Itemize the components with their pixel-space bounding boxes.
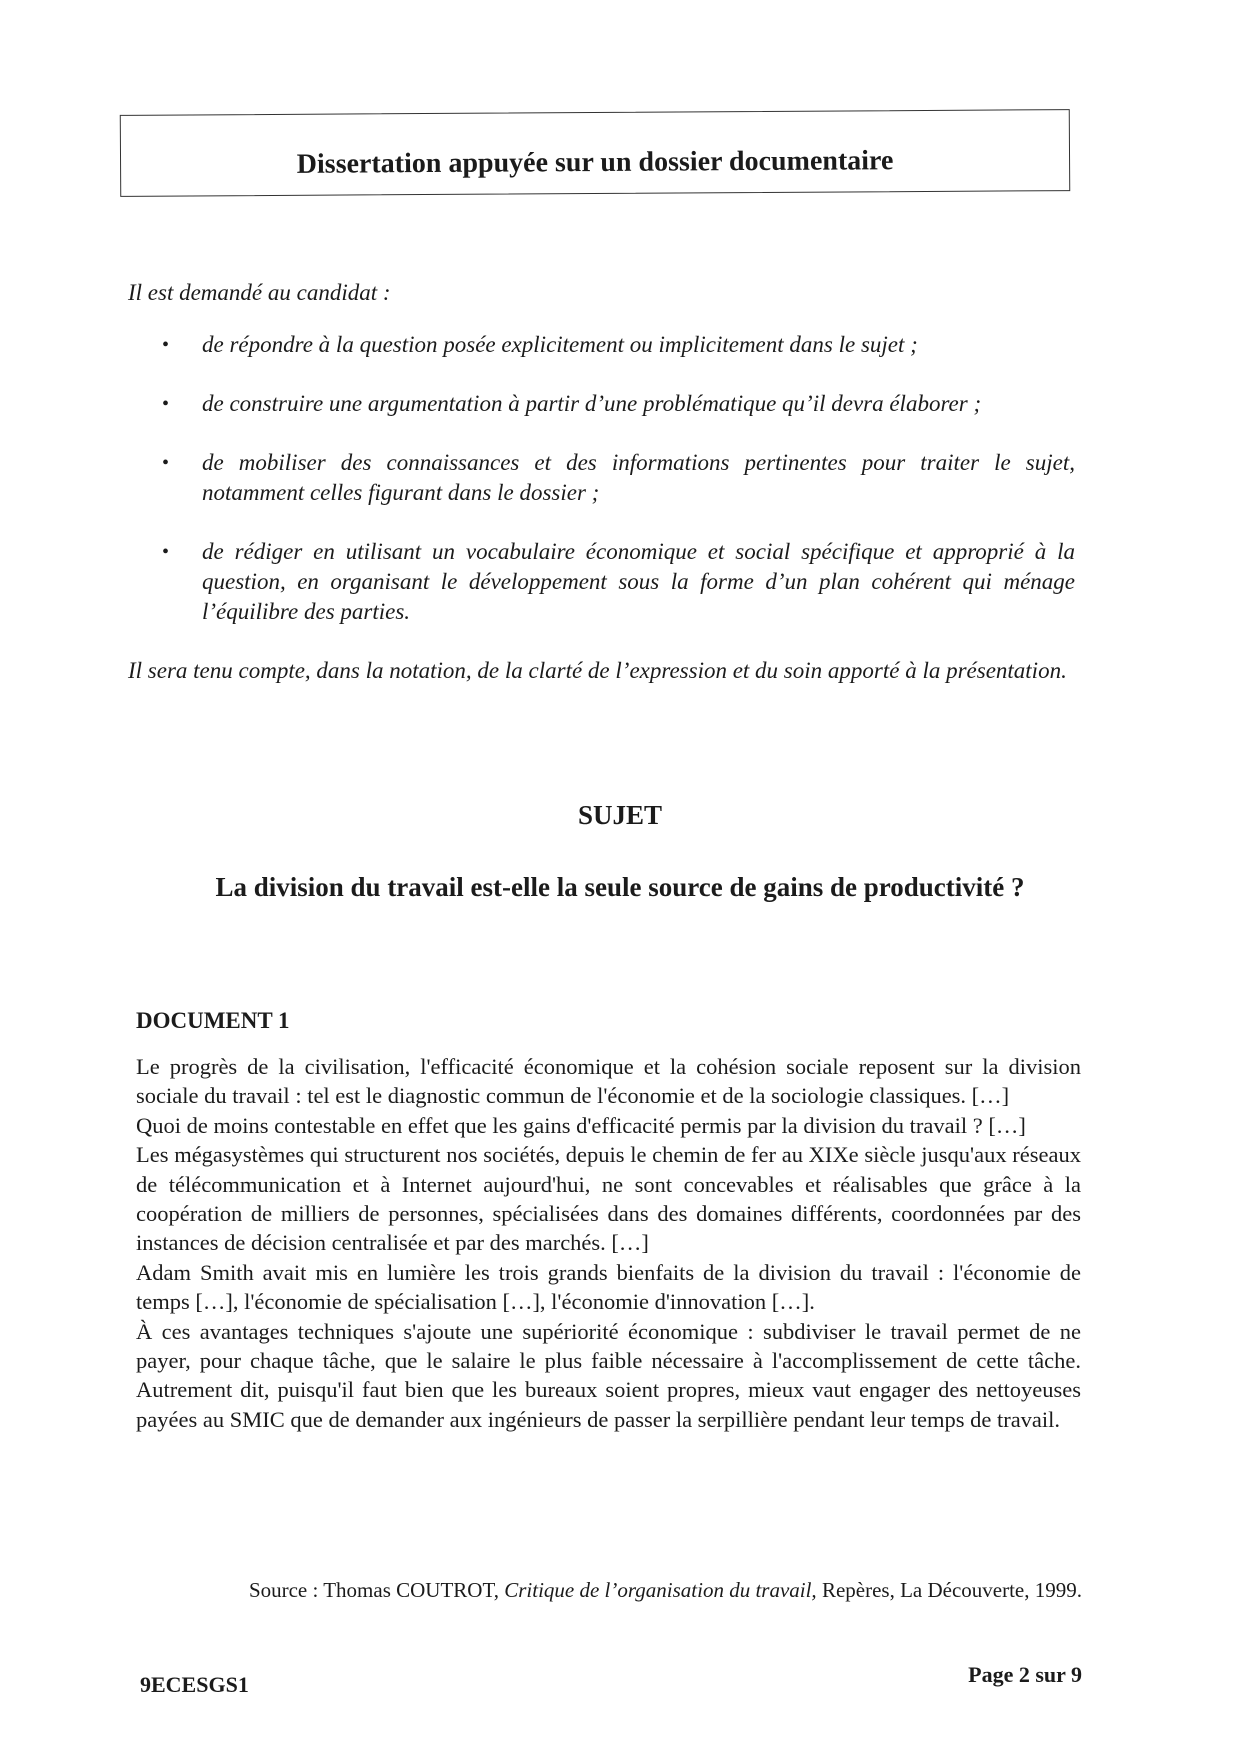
page-title: Dissertation appuyée sur un dossier documentaire: [296, 145, 894, 180]
bullet-icon: •: [162, 334, 170, 356]
title-box: [120, 109, 1070, 197]
bullet-icon: •: [162, 452, 170, 474]
list-item: [160, 537, 1075, 627]
list-item-text: de mobiliser des connaissances et des informations pertinentes pour traiter le sujet, notamment celles figurant dans le dossier ;: [202, 450, 1075, 505]
bullet-icon: •: [162, 393, 170, 415]
list-item-text: de répondre à la question posée explicitement ou implicitement dans le sujet ;: [202, 332, 918, 357]
instructions-lead: Il est demandé au candidat :: [128, 280, 391, 305]
instructions-closing: Il sera tenu compte, dans la notation, de la clarté de l’expression et du soin apporté à la présentation.: [128, 658, 1067, 683]
document-label: DOCUMENT 1: [136, 1008, 290, 1033]
source-suffix: Repères, La Découverte, 1999.: [816, 1578, 1082, 1602]
document-paragraph: Adam Smith avait mis en lumière les trois grands bienfaits de la division du travail : l'économie de temps […], l'économie de spécialisation […], l'économie d'innovation […].: [136, 1259, 1081, 1315]
document-paragraph: À ces avantages techniques s'ajoute une supériorité économique : subdiviser le travail permet de ne payer, pour chaque tâche, que le salaire le plus faible nécessaire à l'accomplissement de cette tâche. Autrement dit, puisqu'il faut bien que les bureaux soient propres, mieux vaut engager des nettoyeuses payées au SMIC que de demander aux ingénieurs de passer la serpillière pendant leur temps de travail.: [136, 1318, 1081, 1432]
document-body: [136, 1052, 1081, 1434]
sujet-question: La division du travail est-elle la seule source de gains de productivité ?: [215, 872, 1025, 902]
document-source: [249, 1578, 1082, 1603]
list-item-text: de rédiger en utilisant un vocabulaire économique et social spécifique et approprié à la question, en organisant le développement sous la forme d’un plan cohérent qui ménage l’équilibre des parties.: [202, 539, 1075, 624]
list-item: [160, 389, 1075, 419]
source-prefix: Source : Thomas COUTROT,: [248, 1578, 505, 1602]
page-number: Page 2 sur 9: [968, 1662, 1082, 1687]
sujet-heading: SUJET: [577, 800, 663, 830]
list-item: [160, 448, 1075, 508]
document-paragraph: Les mégasystèmes qui structurent nos sociétés, depuis le chemin de fer au XIXe siècle jusqu'aux réseaux de télécommunication et à Internet aujourd'hui, ne sont concevables et réalisables que grâce à la coopération de milliers de personnes, spécialisées dans des domaines différents, coordonnées par des instances de décision centralisée et par des marchés. […]: [136, 1142, 1081, 1256]
instructions-list: [160, 330, 1075, 627]
list-item: [160, 330, 1075, 360]
document-paragraph: Le progrès de la civilisation, l'efficacité économique et la cohésion sociale reposent sur la division sociale du travail : tel est le diagnostic commun de l'économie et de la sociologie classiques. […]: [136, 1054, 1081, 1109]
source-title: Critique de l’organisation du travail,: [504, 1578, 817, 1602]
document-paragraph: Quoi de moins contestable en effet que les gains d'efficacité permis par la division du travail ? […]: [136, 1112, 1026, 1138]
list-item-text: de construire une argumentation à partir d’une problématique qu’il devra élaborer ;: [202, 391, 982, 416]
bullet-icon: •: [162, 541, 170, 563]
exam-code: 9ECESGS1: [140, 1672, 249, 1697]
